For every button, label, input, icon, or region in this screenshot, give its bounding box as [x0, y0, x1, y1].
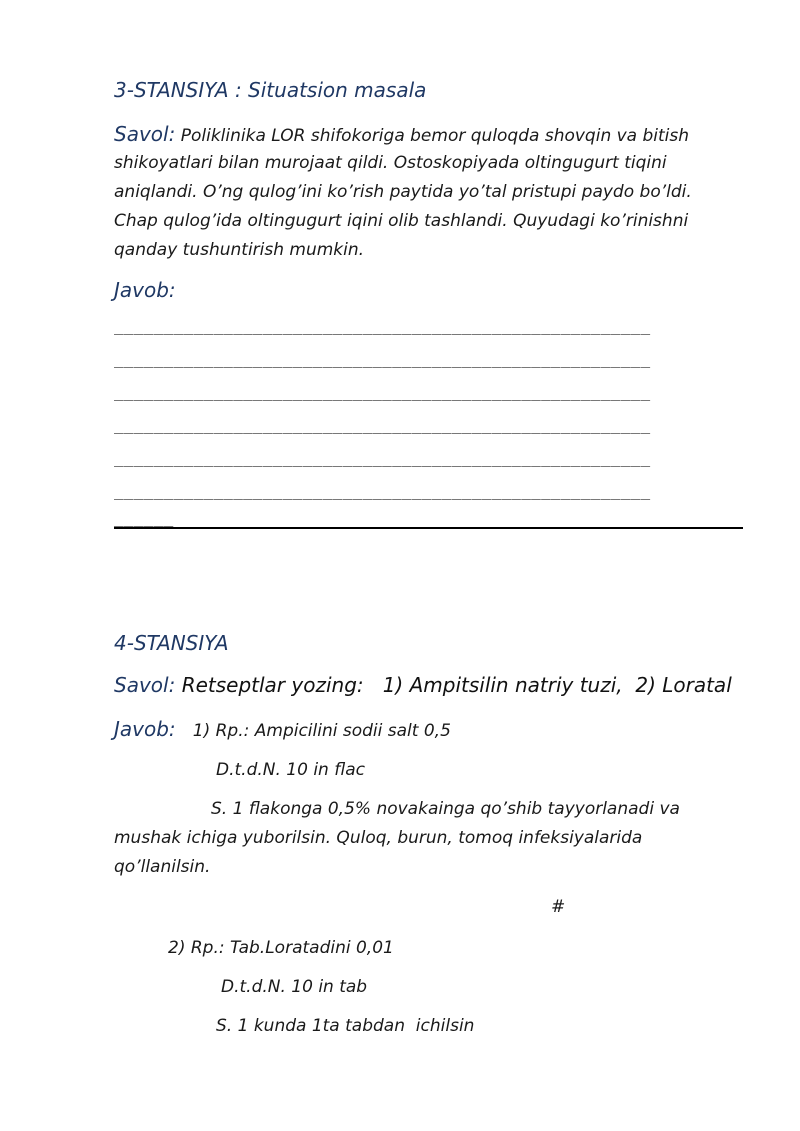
rx2-line-3: S. 1 kunda 1ta tabdan ichilsin	[216, 1016, 475, 1036]
station3-question-text-1: Poliklinika LOR shifokoriga bemor quloqda shovqin va bitish	[180, 126, 690, 146]
station3-answer-label: Javob:	[114, 278, 176, 302]
station4-question-text: Retseptlar yozing: 1) Ampitsilin natriy tuzi, 2) Loratal	[181, 673, 732, 697]
section-divider	[114, 527, 743, 529]
rx1-line-5: qo’llanilsin.	[114, 857, 211, 877]
answer-blank-line-1: ______________________________________________________	[114, 316, 651, 335]
rx2-line-1: 2) Rp.: Tab.Loratadini 0,01	[168, 938, 394, 958]
rx1-line-4: mushak ichiga yuborilsin. Quloq, burun, tomoq infeksiyalarida	[114, 828, 643, 848]
answer-blank-line-6: ______________________________________________________	[114, 481, 651, 500]
station3-question-line-1	[114, 120, 689, 151]
station3-question-label: Savol:	[114, 122, 176, 146]
station3-question-line-2: shikoyatlari bilan murojaat qildi. Ostoskopiyada oltingugurt tiqini	[114, 153, 667, 173]
answer-blank-line-4: ______________________________________________________	[114, 415, 651, 434]
answer-blank-line-5: ______________________________________________________	[114, 448, 651, 467]
station3-question-line-4: Chap qulog’ida oltingugurt iqini olib tashlandi. Quyudagi ko’rinishni	[114, 211, 689, 231]
station4-question-label: Savol:	[114, 673, 176, 697]
answer-blank-line-2: ______________________________________________________	[114, 349, 651, 368]
station3-title: 3-STANSIYA : Situatsion masala	[114, 78, 427, 102]
station3-question-line-5: qanday tushuntirish mumkin.	[114, 240, 365, 260]
station3-question-line-3: aniqlandi. O’ng qulog’ini ko’rish paytida yo’tal pristupi paydo bo’ldi.	[114, 182, 692, 202]
separator-hash: #	[551, 897, 566, 917]
rx1-line-3: S. 1 flakonga 0,5% novakainga qo’shib tayyorlanadi va	[211, 799, 680, 819]
answer-blank-line-7: ______	[114, 508, 174, 527]
rx1-line-1: 1) Rp.: Ampicilini sodii salt 0,5	[192, 721, 451, 741]
rx1-line-2: D.t.d.N. 10 in flac	[216, 760, 365, 780]
station4-answer-row	[114, 717, 451, 741]
rx2-line-2: D.t.d.N. 10 in tab	[221, 977, 368, 997]
station4-title: 4-STANSIYA	[114, 631, 229, 655]
station4-question	[114, 673, 732, 697]
station4-answer-label: Javob:	[114, 717, 176, 741]
answer-blank-line-3: ______________________________________________________	[114, 382, 651, 401]
